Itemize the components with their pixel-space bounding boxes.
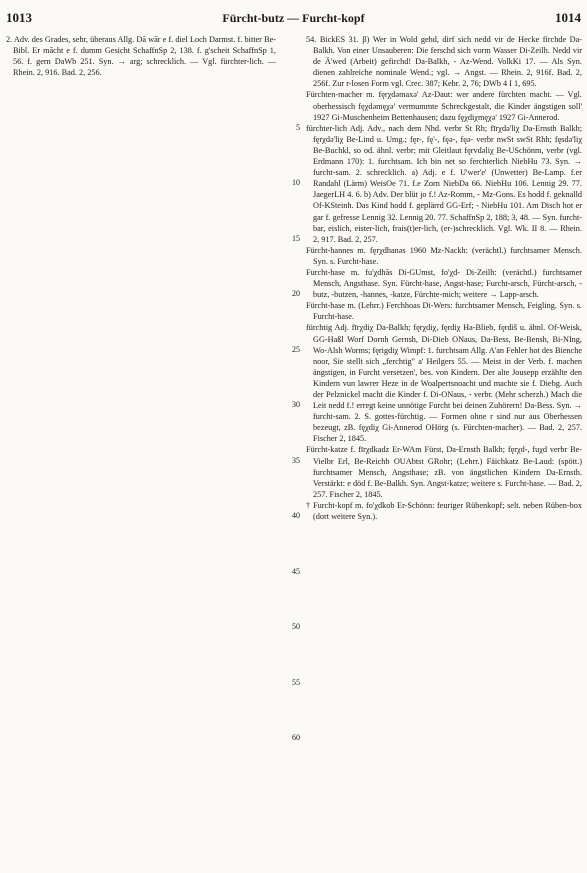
line-number: 45 xyxy=(292,566,300,576)
entry-paragraph: Fürchten-macher m. fęrχdəmaxə' Az-Daut: wer andere fürchten macht. — Vgl. oberhessisch fęχdəmęχə' vermummte Schreckgestalt, die Kinder ängstigen soll' 1927 Gi-Muschenheim Bettenhausen; dazu fęχdiχmęχə' 1927 Gi-Annerod. xyxy=(306,90,582,122)
line-number: 50 xyxy=(292,622,300,632)
line-number: 30 xyxy=(292,400,300,410)
page-number-right: 1014 xyxy=(555,10,581,25)
entry-paragraph: Fürcht-katze f. fīrχdkadz Er-WAm Fürst, Da-Ernsth Balkh; fęrχd-, fuχd verbr Be-Vielbr Erl, Be-Reichb OUAbtst GRohr; (Lehrr.) Fäichkatz Be-Laud: (spött.) furchtsamer Mensch, Angsthase; zB. von ängstlichen Kindern Da-Ernsth. Verstärkt: e död f. Be-Balkh. Syn. Angst-katze; weitere s. Furcht-hase. — Bad. 2, 257. Fischer 2, 1845. xyxy=(306,445,582,499)
line-number: 5 xyxy=(296,122,300,132)
running-title: Fürcht-butz — Furcht-kopf xyxy=(222,11,365,25)
line-number-gutter xyxy=(280,34,302,864)
entry-paragraph: Furcht-hase m. fu'χdhās Di-GUmst, fo'χd- Di-Zeilh: (verächtl.) furchtsamer Mensch, Angsthase. Syn. Fürcht-hase, Angst-hase; Furcht-arsch, Fürcht-arsch, -butz, -butzen, -hannes, -katze, Fürchte-mich; weitere → Lapp-arsch. xyxy=(306,267,582,300)
right-column xyxy=(306,34,582,864)
line-number: 10 xyxy=(292,178,300,188)
line-number: 35 xyxy=(292,455,300,465)
entry-paragraph: Fürcht-hase m. (Lehrr.) Ferchhoas Di-Wers: furchtsamer Mensch, Feigling. Syn. s. Furcht-hase. xyxy=(306,301,582,322)
entry-paragraph: fürchter-lich Adj. Adv., nach dem Nhd. verbr St Rh; fīrχdə'liχ Da-Ernsth Balkh; fęrχdə'liχ Be-Lind u. Umg.; fęr-, fę'-, fęə-, fęə- verbr nwSt swSt Rhh; fęsdə'liχ Be-Buchkl, so od. ähnl. verbr; mit Gleitlaut fęrvdəliχ Be-USchönm, verbr (vgl. Erdmann 170): 1. furchtsam. Ich bin net so ferchterlich NiebHu 73. Syn. → furcht-sam. 2. schrecklich. a) Adj. e f. U'wer'e' (Unwetter) Be-Lamp. f.er Randahl (Lärm) WeisOe 71. f.e Zorn NiebDa 66. NiebHu 106. Lennig 29. 77. JaegerLH 4. 6. b) Adv. Der blüt jo f.! Az-Romm, - Mz-Gons. Es hodd f. geknalld Of-KSteinh. Das Kind hodd f. geplärrd GG-Erf; - NiebHu 101. Am Disch hot er gar f. gefresse Lennig 32. Lennig 20. 77. SchaffnSp 2, 188; 3, 48. — Syn. furcht-bar, eislich, eister-lich, frais(t)er-lich, (er-)schrecklich. Vgl. Wk. II 8. — Rhein. 2, 917. Bad. 2, 257. xyxy=(306,123,582,244)
line-number: 20 xyxy=(292,289,300,299)
entry-paragraph: 2. Adv. des Grades, sehr, überaus Allg. Dā wār e f. diel Loch Darmst. f. bitter Be-Bibl. Er mācht e f. dumm Gesicht SchaffnSp 2, 138. f. g'scheit SchaffnSp 1, 56. f. gern DaWb 251. Syn. → arg; schrecklich. — Vgl. fürchter-lich. — Rhein. 2, 916. Bad. 2, 256. xyxy=(6,35,276,78)
line-number: 15 xyxy=(292,233,300,243)
line-number: 55 xyxy=(292,677,300,687)
page-number-left: 1013 xyxy=(6,10,32,25)
line-number: 25 xyxy=(292,344,300,354)
page-header xyxy=(6,10,581,28)
entry-paragraph: 54. BickES 31. β) Wer in Wold gehd, dirf sich nedd vir de Hecke firchde Da-Balkh. Von einer Unsauberen: Die ferschd sich vorm Wasser Di-Zeilh. Nedd vir de Ä'wed (Arbeit) gefirchd! Da-Balkh, - Az-Wend. VolkKi 17. — Als Syn. dienen zahlreiche nominale Wend.; vgl. → Angst. — Rhein. 2, 916f. Bad. 2, 256f. Zur r-losen Form vgl. Crec. 387; Kehr. 2, 76; DWb 4 I 1, 695. xyxy=(306,35,582,89)
entry-paragraph: fürchtig Adj. fīrχdiχ Da-Balkh; fęrχdiχ, fęrdiχ Ha-Blieb, fęrdiš u. ähnl. Of-Weisk, GG-Haßl Worf Dornh Gernsh, Di-Dieb ONaus, Da-Bess, Be-Bensh, Bi-NIng, Wo-Alsh Worms; fęrigdiχ Wimpf: 1. furchtsam Allg. A'an Fehler hot des Bienche noor, Sie stellt sich „ferchtig" a' Heilgers 55. — Meist in der Verb. f. machen ängstigen, in Furcht versetzen', bes. von Kindern. Der alte Jousepp erzählte den Kindern vun lawrer Heze in de Woalpertsnoacht und machte sie f. Diebg. Auch der Pelznickel macht die Kinder f. Di-ONaus, - verbr. (Mehr scherzh.) Mach die Leit nedd f.! erregt keine unnötige Furcht bei deinen Zuhörern! Da-Bess. Syn. → furcht-sam. 2. S. gottes-fürchtig. — Formen ohne r sind nur aus Oberhessen bezeugt, zB. fęχdiχ Gi-Annerod OHörg (s. Fürchten-macher). — Bad. 2, 257. Fischer 2, 1845. xyxy=(306,323,582,444)
left-column xyxy=(6,34,276,864)
line-number: 40 xyxy=(292,511,300,521)
entry-paragraph: † Furcht-kopf m. fo'χdkob Er-Schönn: feuriger Rübenkopf; selt. neben Rüben-box (dort weitere Syn.). xyxy=(306,500,582,522)
line-number: 60 xyxy=(292,733,300,743)
entry-paragraph: Fürcht-hannes m. fęrχdhanəs 1960 Mz-Nackh: (verächtl.) furchtsamer Mensch. Syn. s. Furcht-hase. xyxy=(306,245,582,266)
